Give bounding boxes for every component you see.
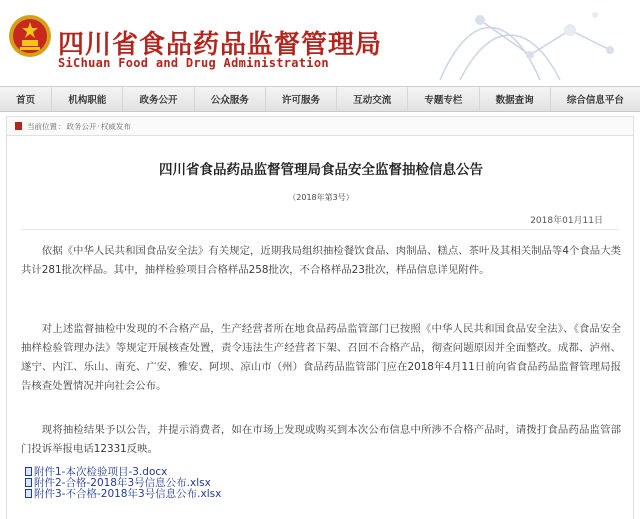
main-nav (0, 86, 640, 112)
nav-item-functions[interactable]: 机构职能 (52, 87, 123, 111)
nav-item-public-service[interactable]: 公众服务 (195, 87, 266, 111)
breadcrumb-text: 当前位置：政务公开·权威发布 (27, 121, 131, 131)
site-subtitle: SiChuan Food and Drug Administration (58, 56, 329, 70)
article-paragraph: 对上述监督抽检中发现的不合格产品，生产经营者所在地食品药品监管部门已按照《中华人民共和国食品安全法》、《食品安全抽样检验管理办法》等规定开展核查处置，责令违法生产经营者下架、召回不合格产品，彻查问题原因并全面整改。成都、泸州、遂宁、内江、乐山、南充、广安、雅安、阿坝、凉山市（州）食品药品监管部门应在2018年4月11日前向省食品药品监督管理局报告核查处置情况并向社会公布。 (21, 323, 621, 392)
article (6, 136, 634, 519)
site-title: 四川省食品药品监督管理局 (58, 30, 383, 60)
nav-item-interaction[interactable]: 互动交流 (337, 87, 408, 111)
nav-item-home[interactable]: 首页 (0, 87, 52, 111)
article-title: 四川省食品药品监督管理局食品安全监督抽检信息公告 (159, 162, 483, 178)
breadcrumb-link-authority-release[interactable]: 权威发布 (100, 121, 131, 131)
attachment-label: 附件3-不合格-2018年3号信息公布.xlsx (34, 488, 222, 500)
file-icon (25, 467, 32, 476)
nav-item-info-platform[interactable]: 综合信息平台 (566, 95, 624, 106)
file-icon (25, 478, 32, 487)
molecule-decoration-icon (380, 0, 640, 86)
national-emblem-icon (8, 14, 52, 58)
attachment-label: 附件1-本次检验项目-3.docx (34, 466, 168, 478)
breadcrumb-prefix: 当前位置 (27, 121, 57, 131)
article-number: （2018年第3号） (288, 193, 354, 202)
article-paragraph: 现将抽检结果予以公告，并提示消费者，如在市场上发现或购买到本次公布信息中所涉不合格产品时，请拨打食品药品监管部门投诉举报电话12331反映。 (21, 424, 621, 455)
breadcrumb (6, 116, 634, 136)
nav-item-gov-affairs[interactable]: 政务公开 (123, 87, 194, 111)
attachment-link[interactable] (25, 489, 221, 500)
file-icon (25, 489, 32, 498)
site-header (0, 0, 640, 86)
nav-item-license-service[interactable]: 许可服务 (266, 87, 337, 111)
article-paragraph: 依据《中华人民共和国食品安全法》有关规定，近期我局组织抽检餐饮食品、肉制品、糕点、茶叶及其相关制品等4个食品大类共计281批次样品。其中，抽样检验项目合格样品258批次，不合格样品23批次，样品信息详见附件。 (21, 245, 621, 276)
divider (21, 229, 619, 230)
nav-item-topics[interactable]: 专题专栏 (408, 87, 479, 111)
breadcrumb-link-gov-affairs[interactable]: 政务公开 (66, 121, 97, 131)
attachment-label: 附件2-合格-2018年3号信息公布.xlsx (34, 477, 211, 489)
nav-item-data-query[interactable]: 数据查询 (480, 87, 551, 111)
location-marker-icon (15, 122, 22, 130)
article-date: 2018年01月11日 (530, 216, 603, 226)
